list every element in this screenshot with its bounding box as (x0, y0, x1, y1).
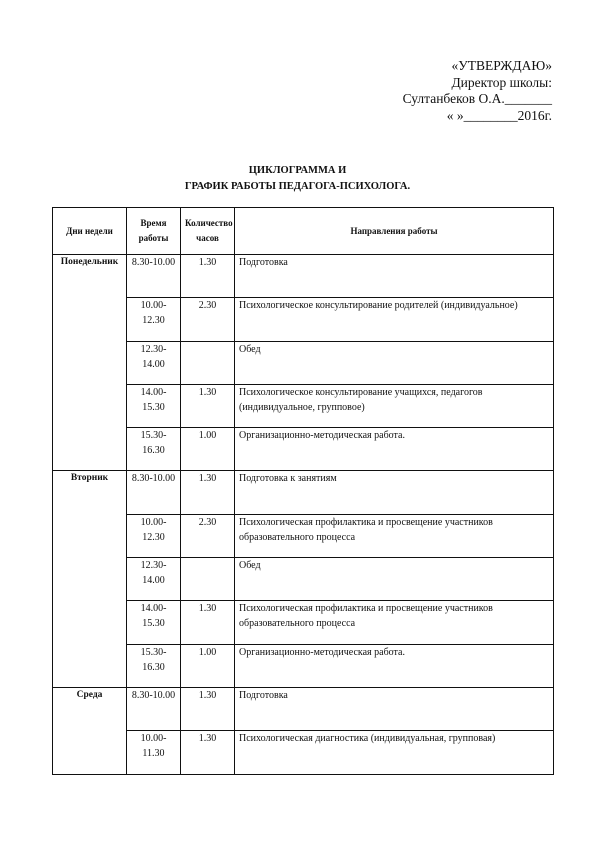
header-day: Дни недели (53, 208, 127, 255)
day-name: Вторник (53, 471, 127, 687)
table-row (53, 471, 554, 514)
direction-cell: Психологическая диагностика (индивидуальная, групповая) (235, 731, 554, 774)
day-name: Среда (53, 687, 127, 774)
header-hours: Количество часов (181, 208, 235, 255)
hours-cell: 1.30 (181, 601, 235, 644)
table-row (53, 644, 554, 687)
table-row (53, 601, 554, 644)
time-cell: 15.30-16.30 (127, 644, 181, 687)
table-row (53, 558, 554, 601)
table-row (53, 255, 554, 298)
direction-cell: Организационно-методическая работа. (235, 428, 554, 471)
direction-cell: Психологическая профилактика и просвещение участников образовательного процесса (235, 514, 554, 557)
hours-cell: 1.30 (181, 687, 235, 730)
direction-cell: Психологическая профилактика и просвещение участников образовательного процесса (235, 601, 554, 644)
title-line-2: ГРАФИК РАБОТЫ ПЕДАГОГА-ПСИХОЛОГА. (184, 181, 411, 192)
header-direction: Направления работы (235, 208, 554, 255)
approval-date: « »________2016г. (446, 107, 552, 123)
direction-cell: Психологическое консультирование учащихся, педагогов (индивидуальное, групповое) (235, 384, 554, 427)
direction-cell: Обед (235, 341, 554, 384)
direction-cell: Обед (235, 558, 554, 601)
time-cell: 10.00-11.30 (127, 731, 181, 774)
table-row (53, 298, 554, 341)
direction-cell: Подготовка (235, 687, 554, 730)
hours-cell: 2.30 (181, 514, 235, 557)
direction-cell: Психологическое консультирование родителей (индивидуальное) (235, 298, 554, 341)
time-cell: 10.00-12.30 (127, 514, 181, 557)
hours-cell: 1.30 (181, 255, 235, 298)
title-line-1: ЦИКЛОГРАММА И (248, 165, 347, 176)
approval-position: Директор школы: (451, 74, 552, 90)
approval-name: Султанбеков О.А._______ (402, 91, 552, 106)
hours-cell: 1.00 (181, 644, 235, 687)
table-row (53, 341, 554, 384)
schedule-table (52, 207, 554, 775)
direction-cell: Подготовка (235, 255, 554, 298)
approval-block (332, 58, 552, 124)
time-cell: 10.00-12.30 (127, 298, 181, 341)
approval-stamp: «УТВЕРЖДАЮ» (451, 58, 552, 73)
direction-cell: Организационно-методическая работа. (235, 644, 554, 687)
day-name: Понедельник (53, 255, 127, 471)
header-row (53, 208, 554, 255)
hours-cell: 1.30 (181, 471, 235, 514)
table-row (53, 687, 554, 730)
hours-cell: 2.30 (181, 298, 235, 341)
time-cell: 8.30-10.00 (127, 687, 181, 730)
hours-cell: 1.30 (181, 731, 235, 774)
time-cell: 14.00-15.30 (127, 384, 181, 427)
time-cell: 15.30-16.30 (127, 428, 181, 471)
hours-cell (181, 341, 235, 384)
time-cell: 8.30-10.00 (127, 255, 181, 298)
time-cell: 12.30-14.00 (127, 341, 181, 384)
header-time: Время работы (127, 208, 181, 255)
hours-cell: 1.00 (181, 428, 235, 471)
document-title (0, 163, 595, 195)
time-cell: 14.00-15.30 (127, 601, 181, 644)
time-cell: 8.30-10.00 (127, 471, 181, 514)
hours-cell: 1.30 (181, 384, 235, 427)
schedule-body (53, 255, 554, 775)
time-cell: 12.30-14.00 (127, 558, 181, 601)
direction-cell: Подготовка к занятиям (235, 471, 554, 514)
table-row (53, 428, 554, 471)
table-row (53, 384, 554, 427)
table-row (53, 731, 554, 774)
hours-cell (181, 558, 235, 601)
table-row (53, 514, 554, 557)
